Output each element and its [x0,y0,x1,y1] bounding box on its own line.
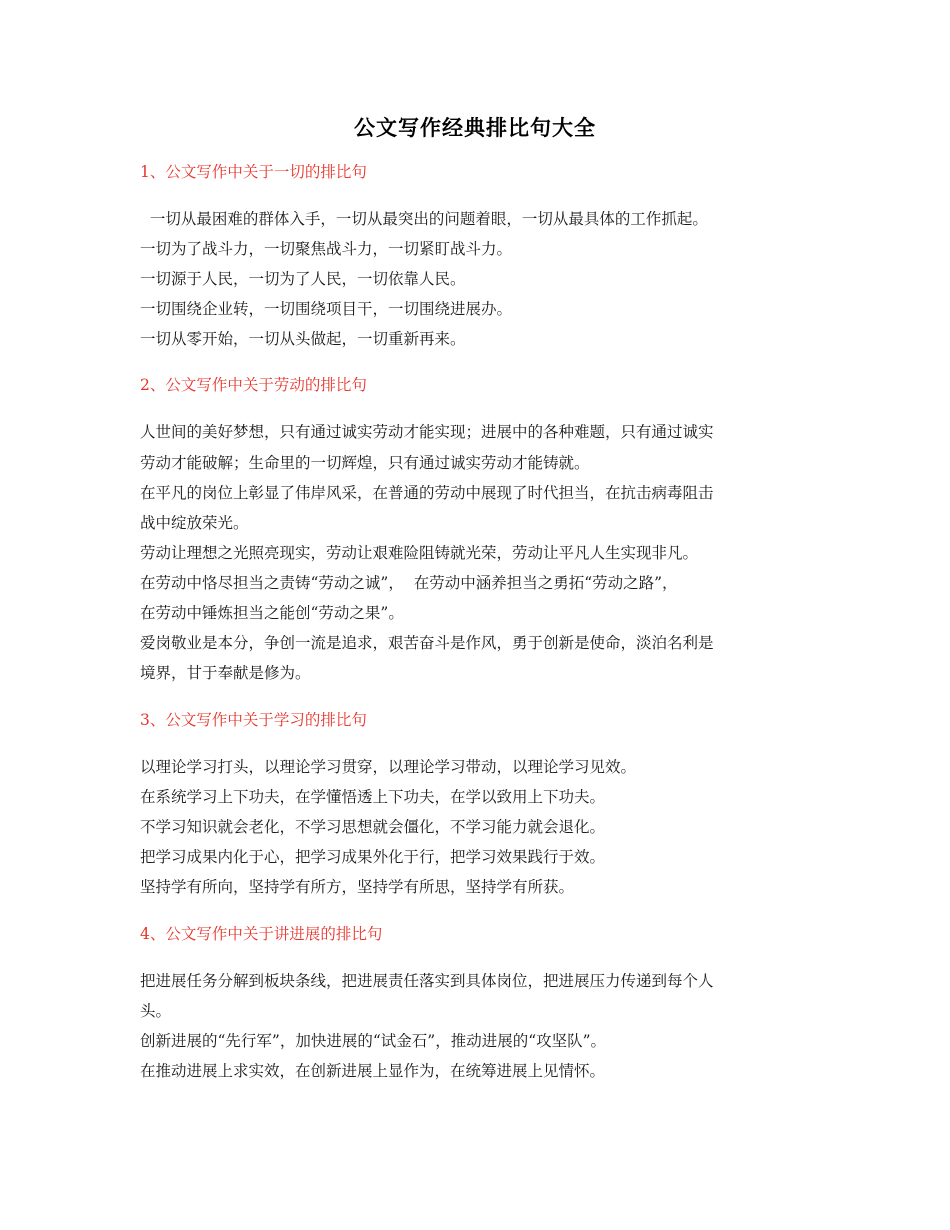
section-2-line: 在平凡的岗位上彰显了伟岸风采，在普通的劳动中展现了时代担当，在抗击病毒阻击 [140,484,714,502]
section-3-line: 不学习知识就会老化，不学习思想就会僵化，不学习能力就会退化。 [140,818,606,836]
section-3-line: 把学习成果内化于心，把学习成果外化于行，把学习效果践行于效。 [140,848,606,866]
section-1-line: 一切为了战斗力，一切聚焦战斗力，一切紧盯战斗力。 [140,240,513,258]
section-3-line: 坚持学有所向，坚持学有所方，坚持学有所思，坚持学有所获。 [140,878,575,896]
section-1-line: 一切从最困难的群体入手，一切从最突出的问题着眼，一切从最具体的工作抓起。 [140,210,708,228]
section-2-line: 爱岗敬业是本分，争创一流是追求，艰苦奋斗是作风，勇于创新是使命，淡泊名利是 [140,634,714,652]
section-2-line: 在劳动中恪尽担当之责铸“劳动之诚”， 在劳动中涵养担当之勇拓“劳动之路”， [140,574,678,592]
section-1-line: 一切从零开始，一切从头做起，一切重新再来。 [140,330,466,348]
section-2-line: 劳动才能破解；生命里的一切辉煌，只有通过诚实劳动才能铸就。 [140,454,590,472]
document-title: 公文写作经典排比句大全 [354,116,596,140]
section-1-line: 一切围绕企业转，一切围绕项目干，一切围绕进展办。 [140,300,513,318]
section-4-line: 头。 [140,1002,172,1020]
section-2-heading: 2、公文写作中关于劳动的排比句 [140,376,367,394]
section-4-line: 创新进展的“先行军”，加快进展的“试金石”，推动进展的“攻坚队”。 [140,1032,607,1050]
section-3-line: 以理论学习打头，以理论学习贯穿，以理论学习带动，以理论学习见效。 [140,758,637,776]
section-4-line: 把进展任务分解到板块条线，把进展责任落实到具体岗位，把进展压力传递到每个人 [140,972,714,990]
section-2-line: 战中绽放荣光。 [140,514,249,532]
section-2-line: 境界，甘于奉献是修为。 [140,664,311,682]
section-4-line: 在推动进展上求实效，在创新进展上显作为，在统筹进展上见情怀。 [140,1062,606,1080]
section-2-line: 人世间的美好梦想，只有通过诚实劳动才能实现；进展中的各种难题，只有通过诚实 [140,423,714,441]
section-2-line: 劳动让理想之光照亮现实，劳动让艰难险阻铸就光荣，劳动让平凡人生实现非凡。 [140,544,699,562]
section-1-heading: 1、公文写作中关于一切的排比句 [140,163,367,181]
section-2-line: 在劳动中锤炼担当之能创“劳动之果”。 [140,604,404,622]
section-4-heading: 4、公文写作中关于讲进展的排比句 [140,925,383,943]
section-3-heading: 3、公文写作中关于学习的排比句 [140,711,367,729]
section-3-line: 在系统学习上下功夫，在学懂悟透上下功夫，在学以致用上下功夫。 [140,788,606,806]
section-1-line: 一切源于人民，一切为了人民，一切依靠人民。 [140,270,466,288]
